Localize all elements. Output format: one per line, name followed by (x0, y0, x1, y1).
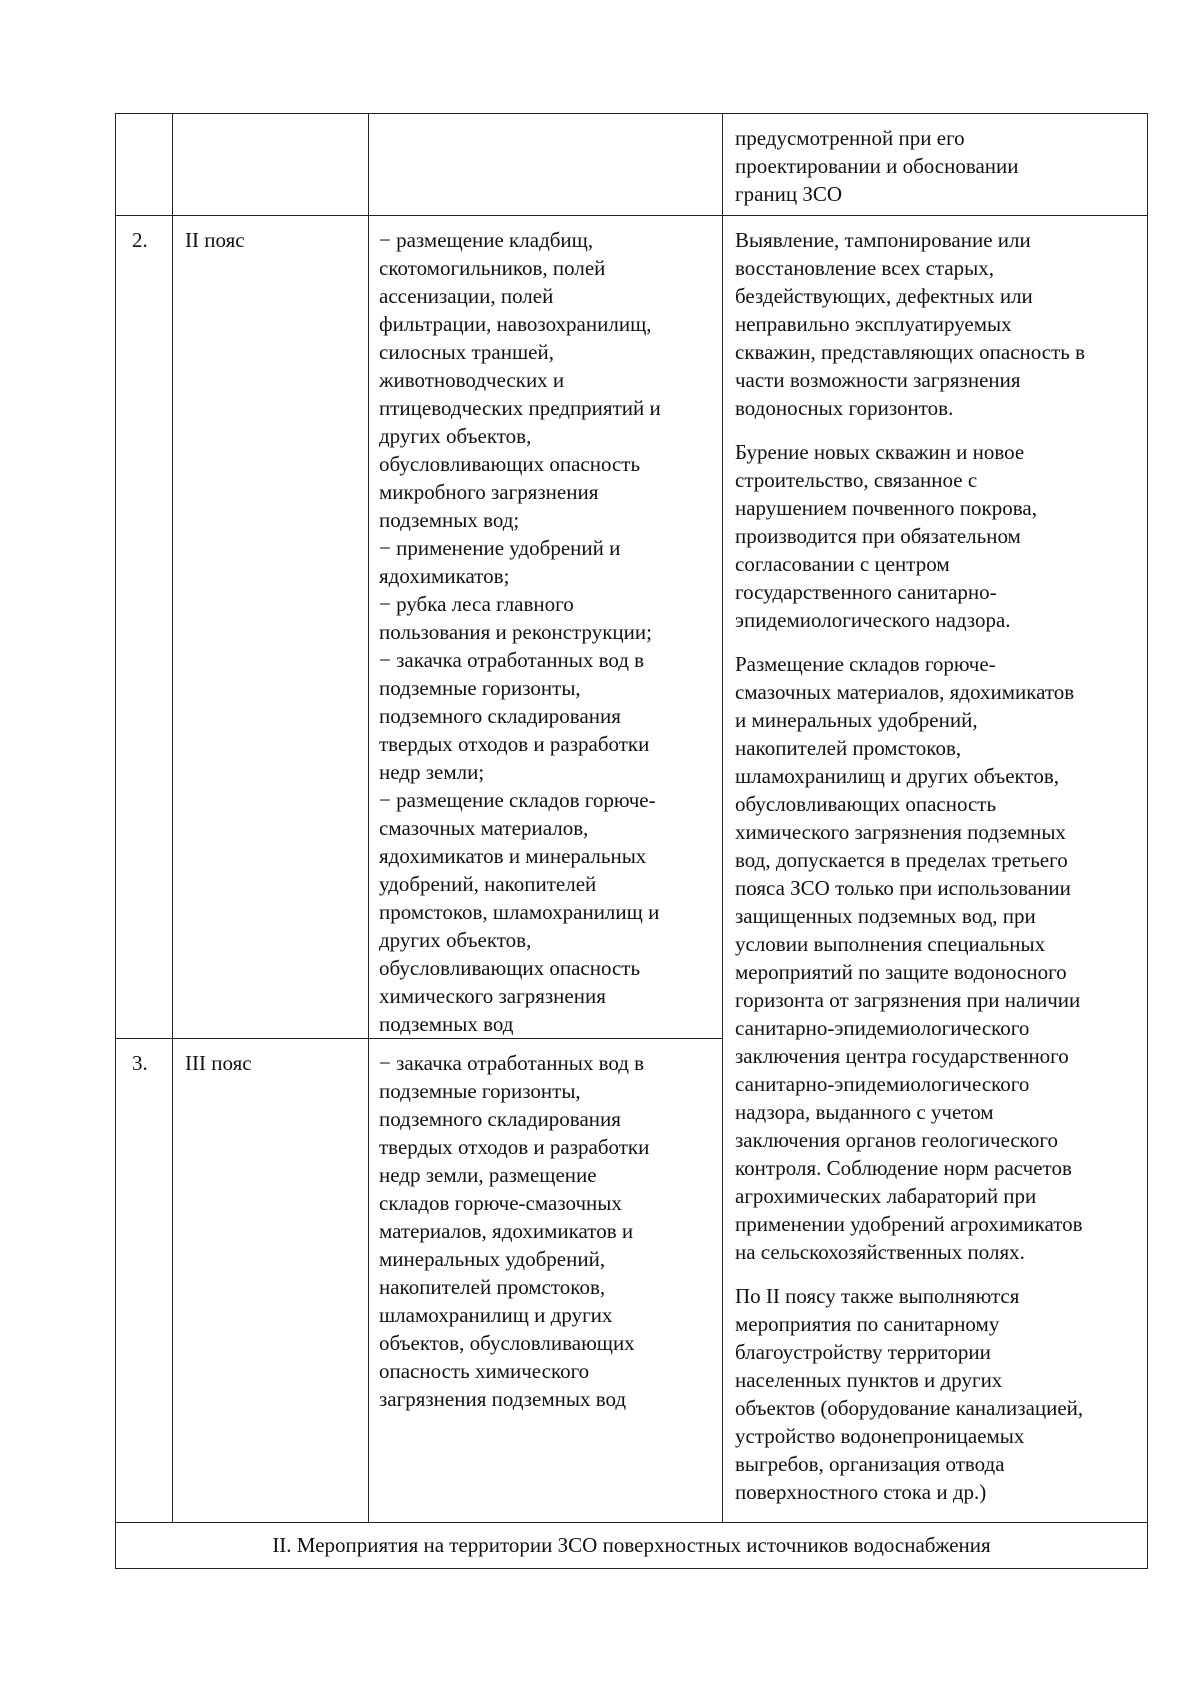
measures-paragraph (735, 650, 1137, 1266)
text-line: Размещение складов горюче- (735, 652, 996, 676)
text-line: твердых отходов и разработки (379, 1135, 650, 1159)
text-line: химического загрязнения (379, 984, 606, 1008)
text-line: строительство, связанное с (735, 468, 978, 492)
text-line: − размещение кладбищ, (379, 228, 594, 252)
text-line: минеральных удобрений, (379, 1247, 606, 1271)
text-line: смазочных материалов, (379, 816, 589, 840)
text-line: пользования и реконструкции; (379, 620, 652, 644)
text-line: Бурение новых скважин и новое (735, 440, 1025, 464)
text-line: микробного загрязнения (379, 480, 599, 504)
text-line: подземного складирования (379, 704, 621, 728)
text-line: населенных пунктов и других (735, 1368, 1003, 1392)
text-line: птицеводческих предприятий и (379, 396, 661, 420)
text-line: санитарно-эпидемиологического (735, 1072, 1030, 1096)
text-line: применении удобрений агрохимикатов (735, 1212, 1083, 1236)
measures-paragraph (735, 226, 1137, 422)
table-row-section-heading (116, 1523, 1148, 1569)
zone-name: II пояс (185, 228, 245, 252)
row-number: 3. (132, 1051, 148, 1075)
cell-measures-continuation (723, 114, 1148, 216)
text-line: недр земли; (379, 760, 485, 784)
text-line: обусловливающих опасность (735, 792, 997, 816)
text-line: мероприятий по защите водоносного (735, 960, 1067, 984)
text-line: − закачка отработанных вод в (379, 648, 645, 672)
text-line: шламохранилищ и других (379, 1303, 613, 1327)
text-line: подземных вод; (379, 508, 520, 532)
table-row-continuation (116, 114, 1148, 216)
text-line: неправильно эксплуатируемых (735, 312, 1012, 336)
text-line: силосных траншей, (379, 340, 554, 364)
text-line: опасность химического (379, 1359, 590, 1383)
text-line: границ ЗСО (735, 182, 843, 206)
text-line: надзора, выданного с учетом (735, 1100, 994, 1124)
text-line: и минеральных удобрений, (735, 708, 978, 732)
text-line: заключения органов геологического (735, 1128, 1058, 1152)
table-row-belt-2 (116, 216, 1148, 1039)
text-line: объектов (оборудование канализацией, (735, 1396, 1084, 1420)
text-line: − рубка леса главного (379, 592, 574, 616)
text-line: объектов, обусловливающих (379, 1331, 635, 1355)
sanitary-zone-table (115, 113, 1148, 1569)
text-line: санитарно-эпидемиологического (735, 1016, 1030, 1040)
text-line: − размещение складов горюче- (379, 788, 656, 812)
text-line: подземные горизонты, (379, 1079, 581, 1103)
text-line: промстоков, шламохранилищ и (379, 900, 660, 924)
text-line: скотомогильников, полей (379, 256, 606, 280)
text-line: агрохимических лабараторий при (735, 1184, 1037, 1208)
text-line: бездействующих, дефектных или (735, 284, 1033, 308)
cell-zone-name (173, 1039, 369, 1523)
cell-zone-empty (173, 114, 369, 216)
text-line: По II поясу также выполняются (735, 1284, 1020, 1308)
text-line: других объектов, (379, 928, 532, 952)
text-line: выгребов, организация отвода (735, 1452, 1005, 1476)
cell-measures-belts-2-3 (723, 216, 1148, 1523)
text-line: химического загрязнения подземных (735, 820, 1066, 844)
text-line: материалов, ядохимикатов и (379, 1219, 634, 1243)
text-line: ассенизации, полей (379, 284, 554, 308)
text-line: эпидемиологического надзора. (735, 608, 1011, 632)
text-line: защищенных подземных вод, при (735, 904, 1036, 928)
text-line: поверхностного стока и др.) (735, 1480, 987, 1504)
text-line: обусловливающих опасность (379, 452, 641, 476)
text-line: части возможности загрязнения (735, 368, 1021, 392)
text-line: условии выполнения специальных (735, 932, 1046, 956)
cell-restrictions (369, 216, 723, 1039)
text-line: подземные горизонты, (379, 676, 581, 700)
text-line: обусловливающих опасность (379, 956, 641, 980)
text-line: недр земли, размещение (379, 1163, 597, 1187)
text-line: удобрений, накопителей (379, 872, 597, 896)
text-line: согласовании с центром (735, 552, 950, 576)
text-line: − применение удобрений и (379, 536, 621, 560)
measures-paragraph (735, 438, 1137, 634)
text-line: устройство водонепроницаемых (735, 1424, 1025, 1448)
text-line: загрязнения подземных вод (379, 1387, 627, 1411)
text-line: шламохранилищ и других объектов, (735, 764, 1060, 788)
text-line: благоустройству территории (735, 1340, 991, 1364)
cell-row-number (116, 216, 173, 1039)
text-line: предусмотренной при его (735, 126, 965, 150)
text-line: горизонта от загрязнения при наличии (735, 988, 1081, 1012)
cell-zone-name (173, 216, 369, 1039)
text-line: водоносных горизонтов. (735, 396, 954, 420)
text-line: скважин, представляющих опасность в (735, 340, 1086, 364)
text-line: ядохимикатов и минеральных (379, 844, 647, 868)
text-line: ядохимикатов; (379, 564, 510, 588)
text-line: мероприятия по санитарному (735, 1312, 1000, 1336)
cell-number-empty (116, 114, 173, 216)
text-line: заключения центра государственного (735, 1044, 1069, 1068)
text-line: смазочных материалов, ядохимикатов (735, 680, 1075, 704)
text-line: животноводческих и (379, 368, 565, 392)
text-line: производится при обязательном (735, 524, 1021, 548)
text-line: нарушением почвенного покрова, (735, 496, 1037, 520)
section-heading: II. Мероприятия на территории ЗСО поверхностных источников водоснабжения (272, 1532, 991, 1557)
cell-restrictions-empty (369, 114, 723, 216)
text-line: фильтрации, навозохранилищ, (379, 312, 652, 336)
text-line: подземного складирования (379, 1107, 621, 1131)
zone-name: III пояс (185, 1051, 252, 1075)
cell-section-heading (116, 1523, 1148, 1569)
row-number: 2. (132, 228, 148, 252)
text-line: других объектов, (379, 424, 532, 448)
text-line: вод, допускается в пределах третьего (735, 848, 1068, 872)
text-line: восстановление всех старых, (735, 256, 995, 280)
cell-restrictions (369, 1039, 723, 1523)
measures-paragraph (735, 1282, 1137, 1506)
text-line: − закачка отработанных вод в (379, 1051, 645, 1075)
text-line: подземных вод (379, 1012, 514, 1036)
text-line: проектировании и обосновании (735, 154, 1019, 178)
text-line: твердых отходов и разработки (379, 732, 650, 756)
text-line: накопителей промстоков, (735, 736, 962, 760)
text-line: накопителей промстоков, (379, 1275, 606, 1299)
cell-row-number (116, 1039, 173, 1523)
text-line: государственного санитарно- (735, 580, 997, 604)
text-line: контроля. Соблюдение норм расчетов (735, 1156, 1072, 1180)
text-line: складов горюче-смазочных (379, 1191, 622, 1215)
text-line: на сельскохозяйственных полях. (735, 1240, 1025, 1264)
text-line: пояса ЗСО только при использовании (735, 876, 1071, 900)
text-line: Выявление, тампонирование или (735, 228, 1031, 252)
